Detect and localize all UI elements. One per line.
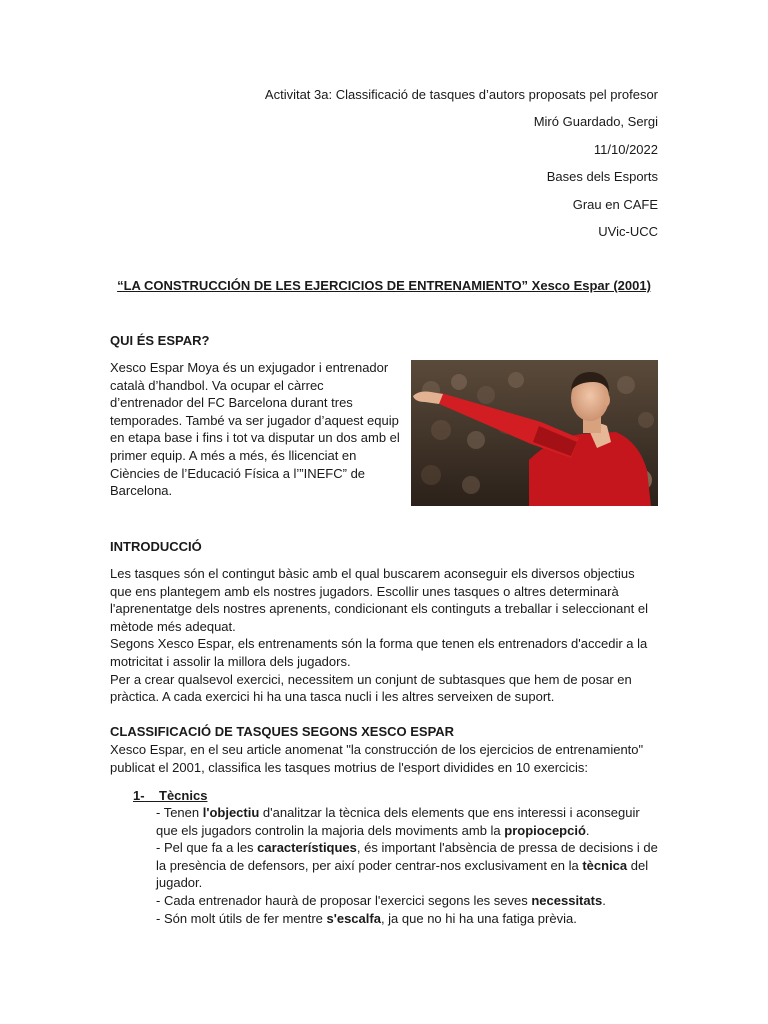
intro-paragraph-2: Segons Xesco Espar, els entrenaments són la forma que tenen els entrenadors d'accedir a la motricitat i assolir la millora dels jugadors.	[110, 636, 648, 669]
list-item-tecnics	[133, 787, 207, 805]
document-title: “LA CONSTRUCCIÓN DE LES EJERCICIOS DE ENTRENAMIENTO” Xesco Espar (2001)	[117, 278, 651, 293]
university-name: UVic-UCC	[598, 223, 658, 239]
author-name: Miró Guardado, Sergi	[533, 114, 658, 130]
bullet-text: - Cada entrenador haurà de proposar l'exercici segons les seves	[156, 892, 532, 908]
intro-paragraph-3: Per a crear qualsevol exercici, necessitem un conjunt de subtasques que hem de posar en pràctica. A cada exercici hi ha una tasca nucli i les altres serveixen de suport.	[110, 671, 632, 705]
bullet-bold: s'escalfa	[326, 910, 381, 926]
intro-text	[110, 565, 658, 706]
list-label: Tècnics	[159, 788, 208, 803]
bullet-necessitats	[156, 892, 658, 910]
tecnics-bullets	[156, 804, 658, 927]
bullet-text: - Tenen	[156, 805, 203, 820]
bullet-bold: propiocepció	[504, 822, 586, 838]
bullet-text: - Pel que fa a les	[156, 840, 258, 856]
classification-paragraph: Xesco Espar, en el seu article anomenat "la construcción de los ejercicios de entrenamiento" publicat el 2001, classifica les tasques motrius de l'esport dividides en 10 exercicis:	[110, 742, 644, 775]
section-heading-classificacio: CLASSIFICACIÓ DE TASQUES SEGONS XESCO ESPAR	[110, 724, 455, 739]
bullet-bold: necessitats	[531, 892, 603, 908]
bullet-bold: tècnica	[582, 857, 628, 873]
bullet-objectiu	[156, 804, 658, 839]
degree-name: Grau en CAFE	[572, 196, 658, 212]
document-header	[265, 86, 658, 250]
bullet-text: .	[602, 892, 606, 908]
list-number: 1-	[133, 788, 145, 803]
document-date: 11/10/2022	[593, 141, 658, 157]
subject-name: Bases dels Esports	[546, 169, 658, 185]
bullet-text: - Són molt útils de fer mentre	[156, 910, 327, 926]
coach-photo	[411, 360, 658, 506]
intro-paragraph-1: Les tasques són el contingut bàsic amb el qual buscarem aconseguir els diversos objectius que ens plantegem amb els nostres jugadors. Escollir unes tasques o altres determinarà l'aprenentatge dels nostres aprenents, condicionant els continguts a treballar i seleccionant el mètode més adequat.	[110, 566, 648, 634]
section-heading-introduccio: INTRODUCCIÓ	[110, 539, 202, 554]
bullet-text: .	[585, 822, 590, 838]
bullet-escalfa	[156, 910, 658, 928]
bullet-caracteristiques	[156, 839, 658, 892]
bullet-text: , és important l'absència de pressa de decisions i de la presència de defensors, per així poder centrar-nos exclusivament en la	[156, 840, 658, 873]
bullet-bold: característiques	[257, 840, 357, 856]
bullet-text: del jugador.	[156, 857, 649, 891]
bullet-text: , ja que no hi ha una fatiga prèvia.	[380, 910, 577, 926]
bio-paragraph: Xesco Espar Moya és un exjugador i entrenador català d’handbol. Va ocupar el càrrec d’entrenador del FC Barcelona durant tres temporades. També va ser jugador d’aquest equip en etapa base i fins i tot va disputar un dos amb el primer equip. A més a més, és llicenciat en Ciències de l’Educació Física a l’”INEFC” de Barcelona.	[110, 360, 400, 499]
bullet-bold: l'objectiu	[202, 805, 260, 820]
section-heading-qui: QUI ÉS ESPAR?	[110, 333, 210, 348]
bullet-text: d'analitzar la tècnica dels elements que ens interessi i aconseguir que els jugadors controlin la majoria dels moviments amb la	[156, 805, 640, 838]
activity-title: Activitat 3a: Classificació de tasques d’autors proposats pel profesor	[264, 87, 658, 102]
